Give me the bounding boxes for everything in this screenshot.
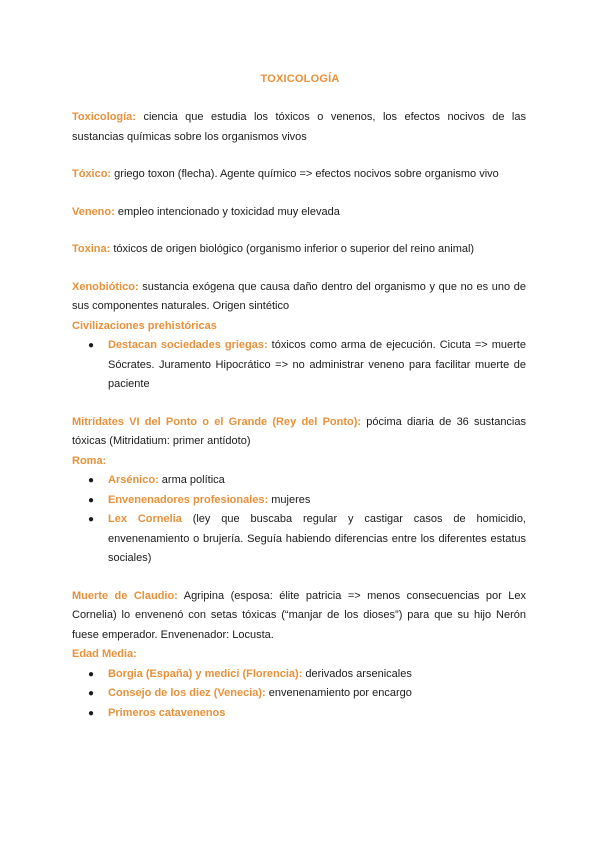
definition-toxina <box>72 240 526 260</box>
definition-veneno <box>72 203 526 223</box>
bullet-icon: ● <box>88 494 95 506</box>
definition-text: griego toxon (flecha). Agente químico => efectos nocivos sobre organismo vivo <box>111 168 499 180</box>
definition-xenobiotico <box>72 278 526 317</box>
item-text: arma política <box>158 474 225 486</box>
list-item <box>72 684 526 704</box>
bullet-icon: ● <box>88 340 95 351</box>
term-label: Xenobiótico: <box>72 280 139 293</box>
term-label: Muerte de Claudio: <box>72 589 178 602</box>
term-label: Envenenadores profesionales: <box>108 493 269 506</box>
bullet-icon: ● <box>88 688 95 699</box>
list-edad-media <box>72 665 526 724</box>
paragraph-text: Agripina (esposa: élite patricia => menos consecuencias por Lex Cornelia) lo envenenó con setas tóxicas (“manjar de los dioses”) para que su hijo Nerón fuese emperador. Envenenador: Locusta. <box>72 589 526 641</box>
definition-text: sustancia exógena que causa daño dentro del organismo y que no es uno de sus componentes naturales. Origen sintético <box>72 280 526 312</box>
list-item <box>72 491 526 511</box>
list-item <box>72 665 526 685</box>
list-civilizaciones <box>72 336 526 395</box>
document-body <box>72 108 526 723</box>
item-text: (ley que buscaba regular y castigar casos de homicidio, envenenamiento o brujería. Seguía habiendo diferencias entre los diferentes estatus sociales) <box>108 513 526 564</box>
item-text: tóxicos como arma de ejecución. Cicuta => muerte Sócrates. Juramento Hipocrático => no administrar veneno para facilitar muerte de paciente <box>108 339 526 390</box>
bullet-icon: ● <box>88 514 95 525</box>
section-heading-civilizaciones: Civilizaciones prehistóricas <box>72 319 217 332</box>
bullet-icon: ● <box>88 668 95 680</box>
bullet-icon: ● <box>88 707 95 719</box>
paragraph-claudio <box>72 587 526 646</box>
section-heading-roma: Roma: <box>72 454 107 467</box>
term-label: Tóxico: <box>72 168 112 180</box>
term-label: Destacan sociedades griegas: <box>108 339 268 351</box>
list-roma <box>72 471 526 569</box>
item-text: mujeres <box>268 493 311 506</box>
term-label: Consejo de los diez (Venecia): <box>108 687 266 699</box>
term-label: Arsénico: <box>108 474 159 486</box>
paragraph-text: pócima diaria de 36 sustancias tóxicas (Mitridatium: primer antídoto) <box>72 415 526 447</box>
definition-text: tóxicos de origen biológico (organismo inferior o superior del reino animal) <box>110 243 475 255</box>
page-title: TOXICOLOGÍA <box>260 73 340 85</box>
term-label: Borgia (España) y medici (Florencia): <box>108 667 303 680</box>
item-text: envenenamiento por encargo <box>265 687 412 699</box>
term-label: Toxina: <box>72 243 111 255</box>
term-label: Lex Cornelia <box>108 513 182 525</box>
term-label: Mitrídates VI del Ponto o el Grande (Rey del Ponto): <box>72 415 362 428</box>
term-label: Primeros catavenenos <box>108 706 226 719</box>
item-text: derivados arsenicales <box>302 667 412 680</box>
list-item <box>72 336 526 395</box>
term-label: Veneno: <box>72 205 115 218</box>
list-item <box>72 510 526 569</box>
definition-toxicologia <box>72 108 526 147</box>
definition-text: ciencia que estudia los tóxicos o venenos, los efectos nocivos de las sustancias químicas sobre los organismos vivos <box>72 111 526 143</box>
section-heading-edad-media: Edad Media: <box>72 648 137 660</box>
bullet-icon: ● <box>88 475 95 486</box>
definition-toxico <box>72 165 526 185</box>
list-item <box>72 704 526 724</box>
paragraph-mitridates <box>72 413 526 452</box>
definition-text: empleo intencionado y toxicidad muy elevada <box>114 205 340 218</box>
term-label: Toxicología: <box>72 111 136 123</box>
list-item <box>72 471 526 491</box>
